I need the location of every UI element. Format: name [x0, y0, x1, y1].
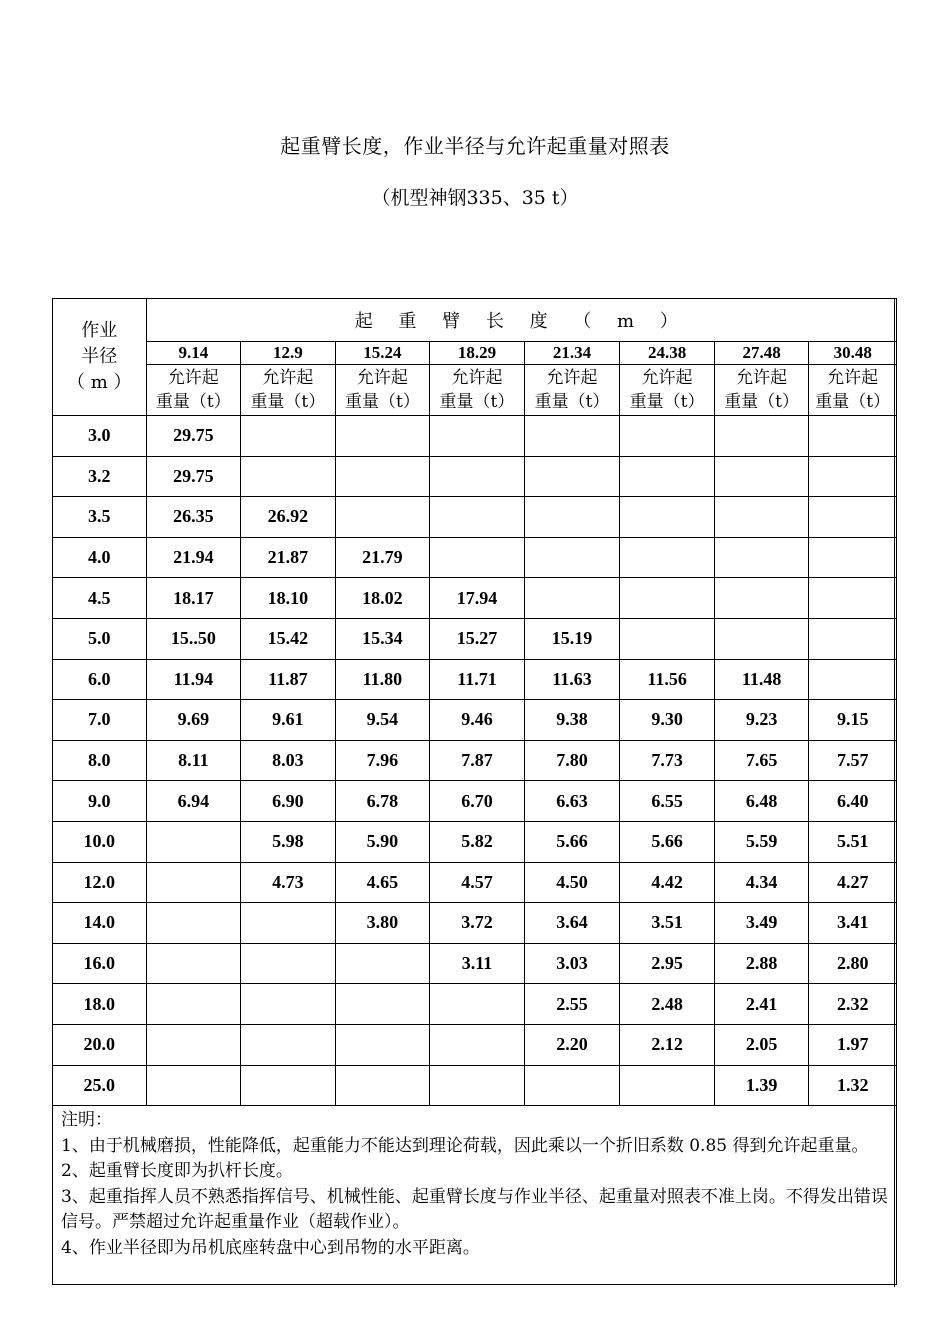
capacity-cell: [241, 903, 336, 944]
capacity-label-line: 允许起: [262, 368, 314, 388]
capacity-cell: 6.40: [809, 781, 897, 822]
note-item: 3、起重指挥人员不熟悉指挥信号、机械性能、起重臂长度与作业半径、起重量对照表不准上岗。不得发出错误信号。严禁超过允许起重量作业（超载作业）。: [61, 1186, 888, 1233]
capacity-cell: 1.32: [809, 1065, 897, 1106]
radius-cell: 9.0: [53, 781, 147, 822]
capacity-cell: [430, 416, 525, 457]
note-item: 4、作业半径即为吊机底座转盘中心到吊物的水平距离。: [61, 1237, 480, 1258]
capacity-cell: [146, 862, 241, 903]
capacity-cell: [809, 497, 897, 538]
capacity-label-line: 允许起: [356, 368, 408, 388]
capacity-cell: 11.80: [335, 659, 430, 700]
radius-cell: 6.0: [53, 659, 147, 700]
capacity-cell: 7.65: [714, 740, 809, 781]
capacity-cell: 9.23: [714, 700, 809, 741]
table-body: [53, 299, 897, 1285]
capacity-cell: [809, 659, 897, 700]
capacity-cell: [241, 984, 336, 1025]
document-subtitle: （机型神钢335、35 t）: [371, 187, 579, 209]
capacity-label-cell: [241, 365, 336, 416]
capacity-cell: 3.03: [524, 943, 620, 984]
capacity-cell: 15.27: [430, 618, 525, 659]
notes-cell: [53, 1106, 897, 1285]
boom-length-cell: 15.24: [335, 342, 430, 365]
capacity-label-line: 重量（t）: [724, 392, 800, 412]
capacity-cell: 8.11: [146, 740, 241, 781]
capacity-cell: 4.65: [335, 862, 430, 903]
boom-length-cell: 30.48: [809, 342, 897, 365]
boom-length-cell: 21.34: [524, 342, 620, 365]
capacity-label-line: 重量（t）: [250, 392, 326, 412]
capacity-label-line: 重量（t）: [534, 392, 610, 412]
capacity-cell: 2.41: [714, 984, 809, 1025]
radius-cell: 25.0: [53, 1065, 147, 1106]
capacity-cell: 15.34: [335, 618, 430, 659]
boom-length-header: 起 重 臂 长 度 （ m ）: [146, 299, 896, 342]
radius-cell: 14.0: [53, 903, 147, 944]
capacity-cell: 21.79: [335, 537, 430, 578]
capacity-cell: 3.51: [620, 903, 715, 944]
capacity-cell: 2.20: [524, 1024, 620, 1065]
capacity-label-line: 重量（t）: [439, 392, 515, 412]
capacity-label-line: 重量（t）: [155, 392, 231, 412]
capacity-cell: 2.95: [620, 943, 715, 984]
capacity-cell: [524, 1065, 620, 1106]
capacity-cell: 6.70: [430, 781, 525, 822]
capacity-cell: [335, 416, 430, 457]
radius-cell: 10.0: [53, 821, 147, 862]
capacity-label-line: 重量（t）: [344, 392, 420, 412]
capacity-cell: [620, 416, 715, 457]
capacity-label-cell: [620, 365, 715, 416]
capacity-cell: 4.34: [714, 862, 809, 903]
capacity-cell: 6.55: [620, 781, 715, 822]
capacity-cell: [335, 456, 430, 497]
capacity-cell: 3.41: [809, 903, 897, 944]
radius-cell: 7.0: [53, 700, 147, 741]
capacity-cell: 9.54: [335, 700, 430, 741]
capacity-cell: 29.75: [146, 416, 241, 457]
table-row: [53, 700, 897, 741]
capacity-cell: [430, 1065, 525, 1106]
capacity-cell: 2.80: [809, 943, 897, 984]
capacity-cell: 5.66: [524, 821, 620, 862]
table-row: [53, 943, 897, 984]
capacity-cell: 11.71: [430, 659, 525, 700]
capacity-cell: [714, 497, 809, 538]
radius-cell: 4.0: [53, 537, 147, 578]
capacity-cell: [620, 1065, 715, 1106]
capacity-cell: 9.61: [241, 700, 336, 741]
capacity-cell: 7.73: [620, 740, 715, 781]
radius-header-line: 半径: [81, 346, 118, 367]
capacity-label-line: 重量（t）: [815, 392, 891, 412]
radius-cell: 8.0: [53, 740, 147, 781]
table-row: [53, 984, 897, 1025]
radius-cell: 4.5: [53, 578, 147, 619]
capacity-cell: 2.48: [620, 984, 715, 1025]
capacity-cell: [335, 1024, 430, 1065]
table-row: [53, 740, 897, 781]
capacity-cell: 15.19: [524, 618, 620, 659]
capacity-cell: [620, 618, 715, 659]
capacity-cell: 5.51: [809, 821, 897, 862]
table-row: [53, 537, 897, 578]
capacity-cell: 2.12: [620, 1024, 715, 1065]
capacity-cell: [430, 984, 525, 1025]
capacity-cell: [146, 1024, 241, 1065]
capacity-cell: 2.55: [524, 984, 620, 1025]
capacity-label-cell: [809, 365, 897, 416]
capacity-cell: [714, 456, 809, 497]
capacity-cell: 6.90: [241, 781, 336, 822]
capacity-cell: 18.10: [241, 578, 336, 619]
capacity-cell: 2.32: [809, 984, 897, 1025]
capacity-cell: 6.48: [714, 781, 809, 822]
capacity-cell: [714, 416, 809, 457]
capacity-cell: 9.38: [524, 700, 620, 741]
table-double-border: [894, 298, 897, 1287]
capacity-cell: 4.50: [524, 862, 620, 903]
table-row: [53, 578, 897, 619]
radius-cell: 5.0: [53, 618, 147, 659]
capacity-cell: 29.75: [146, 456, 241, 497]
notes-row: [53, 1106, 897, 1285]
capacity-cell: 15.42: [241, 618, 336, 659]
capacity-cell: [241, 943, 336, 984]
capacity-cell: 11.63: [524, 659, 620, 700]
table-row: [53, 456, 897, 497]
capacity-cell: [146, 1065, 241, 1106]
table-row: [53, 618, 897, 659]
capacity-cell: [430, 456, 525, 497]
capacity-label-line: 重量（t）: [629, 392, 705, 412]
capacity-cell: [335, 943, 430, 984]
capacity-cell: [430, 1024, 525, 1065]
capacity-cell: [524, 497, 620, 538]
capacity-cell: 3.64: [524, 903, 620, 944]
capacity-cell: 9.69: [146, 700, 241, 741]
capacity-cell: 5.82: [430, 821, 525, 862]
capacity-cell: [524, 456, 620, 497]
table-row: [53, 416, 897, 457]
capacity-cell: 17.94: [430, 578, 525, 619]
capacity-cell: 3.49: [714, 903, 809, 944]
capacity-cell: [335, 497, 430, 538]
radius-cell: 20.0: [53, 1024, 147, 1065]
capacity-cell: [809, 456, 897, 497]
table-row: [53, 862, 897, 903]
capacity-cell: [809, 416, 897, 457]
capacity-cell: 5.59: [714, 821, 809, 862]
capacity-cell: [524, 578, 620, 619]
capacity-cell: 2.88: [714, 943, 809, 984]
capacity-cell: 1.97: [809, 1024, 897, 1065]
boom-length-cell: 18.29: [430, 342, 525, 365]
capacity-cell: [241, 1024, 336, 1065]
boom-length-cell: 9.14: [146, 342, 241, 365]
capacity-cell: 4.57: [430, 862, 525, 903]
capacity-cell: [146, 943, 241, 984]
capacity-cell: [620, 456, 715, 497]
radius-cell: 18.0: [53, 984, 147, 1025]
capacity-label-cell: [524, 365, 620, 416]
capacity-cell: [620, 537, 715, 578]
capacity-label-cell: [146, 365, 241, 416]
capacity-label-line: 允许起: [641, 368, 693, 388]
capacity-cell: 26.35: [146, 497, 241, 538]
capacity-table: [52, 298, 897, 1285]
capacity-cell: [146, 821, 241, 862]
capacity-label-line: 允许起: [451, 368, 503, 388]
capacity-label-line: 允许起: [827, 368, 879, 388]
capacity-cell: 11.56: [620, 659, 715, 700]
table-row: [53, 781, 897, 822]
radius-header-line: 作业: [81, 320, 118, 341]
capacity-cell: 18.02: [335, 578, 430, 619]
capacity-cell: [430, 537, 525, 578]
capacity-cell: [809, 618, 897, 659]
capacity-cell: 8.03: [241, 740, 336, 781]
capacity-cell: 5.98: [241, 821, 336, 862]
capacity-cell: 3.80: [335, 903, 430, 944]
table-row: [53, 497, 897, 538]
capacity-label-cell: [714, 365, 809, 416]
document-title: 起重臂长度，作业半径与允许起重量对照表: [280, 134, 670, 158]
capacity-cell: 26.92: [241, 497, 336, 538]
boom-length-cell: 27.48: [714, 342, 809, 365]
notes-heading: 注明：: [61, 1110, 112, 1131]
capacity-cell: 21.94: [146, 537, 241, 578]
table-row: [53, 1065, 897, 1106]
capacity-label-line: 允许起: [167, 368, 219, 388]
radius-cell: 3.5: [53, 497, 147, 538]
capacity-cell: [809, 578, 897, 619]
capacity-cell: 5.90: [335, 821, 430, 862]
table-row: [53, 659, 897, 700]
radius-cell: 3.2: [53, 456, 147, 497]
capacity-cell: 3.11: [430, 943, 525, 984]
capacity-cell: 2.05: [714, 1024, 809, 1065]
table-row: [53, 821, 897, 862]
radius-cell: 12.0: [53, 862, 147, 903]
capacity-cell: 4.27: [809, 862, 897, 903]
radius-header-line: （ m ）: [67, 372, 132, 393]
capacity-cell: 9.15: [809, 700, 897, 741]
capacity-cell: [146, 903, 241, 944]
capacity-cell: [146, 984, 241, 1025]
capacity-cell: [241, 456, 336, 497]
capacity-cell: 9.46: [430, 700, 525, 741]
capacity-cell: 3.72: [430, 903, 525, 944]
capacity-cell: 18.17: [146, 578, 241, 619]
capacity-cell: 7.57: [809, 740, 897, 781]
radius-header-cell: [53, 299, 147, 416]
capacity-cell: 7.96: [335, 740, 430, 781]
table-row: [53, 903, 897, 944]
capacity-cell: 9.30: [620, 700, 715, 741]
header-row-boom: [53, 299, 897, 342]
radius-cell: 16.0: [53, 943, 147, 984]
note-item: 1、由于机械磨损，性能降低，起重能力不能达到理论荷载，因此乘以一个折旧系数 0.85 得到允许起重量。: [61, 1135, 869, 1156]
capacity-cell: 4.73: [241, 862, 336, 903]
header-row-lengths: [53, 342, 897, 365]
capacity-cell: [620, 578, 715, 619]
capacity-cell: [714, 618, 809, 659]
boom-length-cell: 12.9: [241, 342, 336, 365]
capacity-cell: [241, 416, 336, 457]
capacity-cell: [335, 984, 430, 1025]
capacity-cell: [714, 578, 809, 619]
capacity-cell: 4.42: [620, 862, 715, 903]
capacity-cell: [809, 537, 897, 578]
table-row: [53, 1024, 897, 1065]
capacity-cell: [524, 416, 620, 457]
capacity-cell: 11.94: [146, 659, 241, 700]
capacity-cell: 5.66: [620, 821, 715, 862]
capacity-cell: 6.94: [146, 781, 241, 822]
capacity-cell: [335, 1065, 430, 1106]
capacity-cell: [620, 497, 715, 538]
capacity-cell: [714, 537, 809, 578]
capacity-cell: 7.80: [524, 740, 620, 781]
capacity-label-cell: [430, 365, 525, 416]
capacity-label-line: 允许起: [546, 368, 598, 388]
capacity-cell: 11.87: [241, 659, 336, 700]
header-row-capacity-labels: [53, 365, 897, 416]
capacity-cell: 7.87: [430, 740, 525, 781]
note-item: 2、起重臂长度即为扒杆长度。: [61, 1161, 293, 1182]
capacity-cell: 15..50: [146, 618, 241, 659]
capacity-cell: 1.39: [714, 1065, 809, 1106]
capacity-label-line: 允许起: [736, 368, 788, 388]
capacity-cell: [241, 1065, 336, 1106]
capacity-cell: 21.87: [241, 537, 336, 578]
radius-cell: 3.0: [53, 416, 147, 457]
capacity-label-cell: [335, 365, 430, 416]
boom-length-cell: 24.38: [620, 342, 715, 365]
capacity-cell: 6.78: [335, 781, 430, 822]
capacity-cell: [524, 537, 620, 578]
capacity-cell: 6.63: [524, 781, 620, 822]
capacity-cell: [430, 497, 525, 538]
capacity-cell: 11.48: [714, 659, 809, 700]
